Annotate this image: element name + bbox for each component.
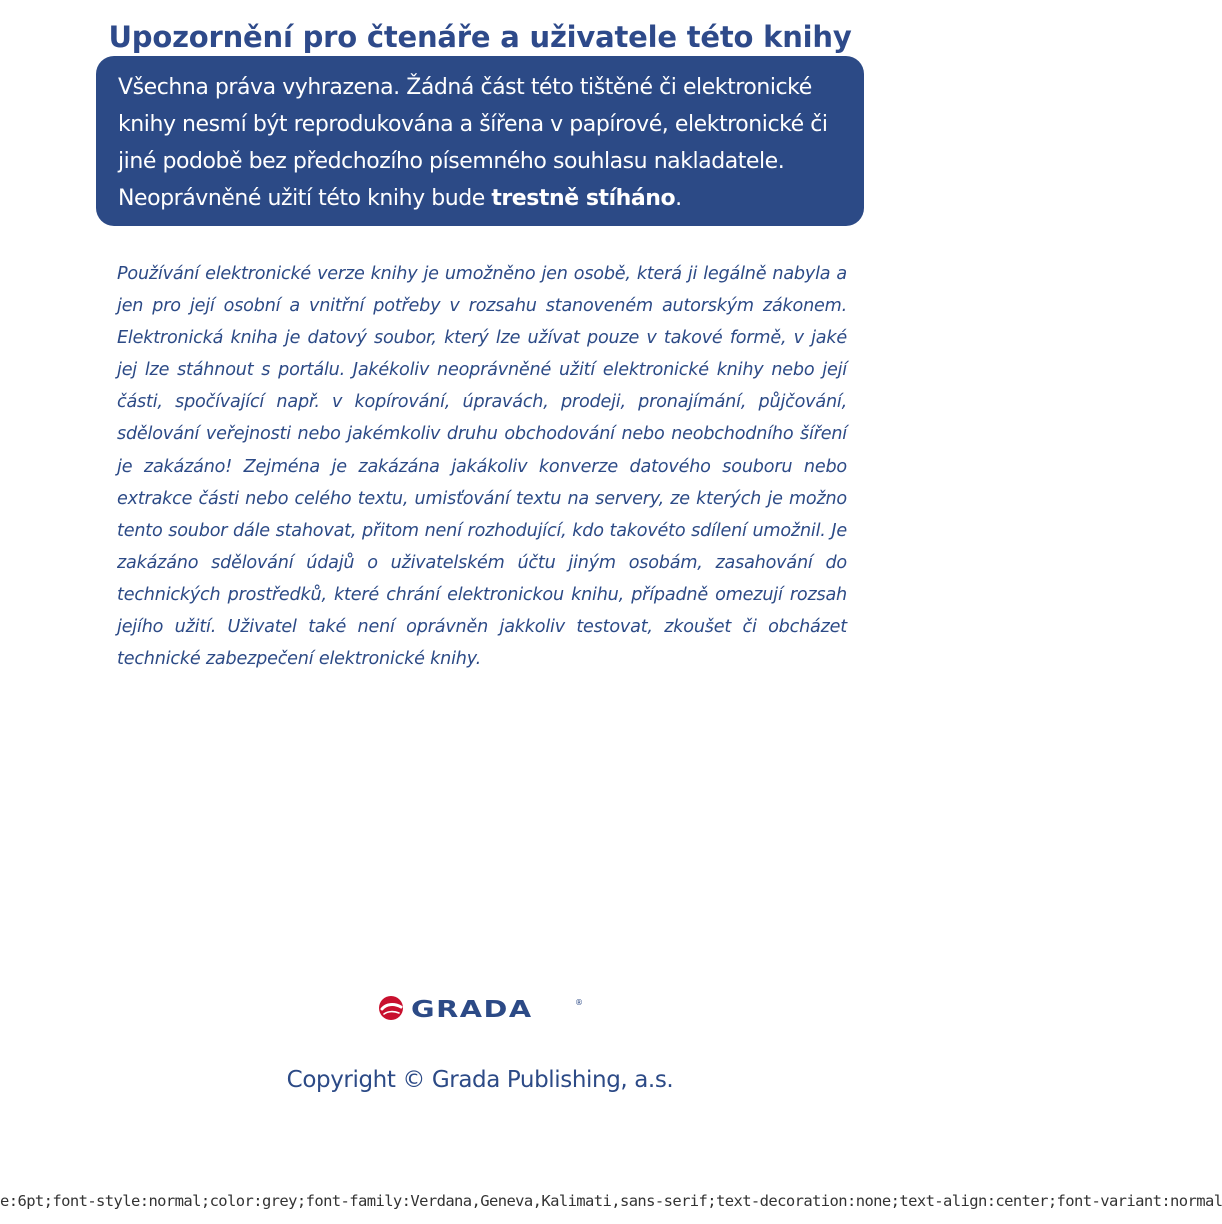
grada-logo [378, 994, 588, 1028]
notice-emphasis: trestně stíháno [491, 186, 676, 211]
copyright-notice-text [118, 69, 846, 217]
grada-swirl-icon [378, 995, 404, 1021]
copyright-line: Copyright © Grada Publishing, a.s. [286, 1067, 674, 1093]
notice-text-start: Všechna práva vyhrazena. Žádná část této tištěné či elektronické knihy nesmí být reprodukována a šířena v papírové, elektronické či jiné podobě bez předchozího písemného souhlasu nakladatele. Neoprávněné užití této knihy bude [118, 75, 828, 211]
stray-css-text: e:6pt;font-style:normal;color:grey;font-family:Verdana,Geneva,Kalimati,sans-serif;text-decoration:none;text-align:center;font-variant:normal [0, 1192, 1222, 1210]
notice-text-end: . [675, 186, 682, 211]
page-title: Upozornění pro čtenáře a uživatele této knihy [108, 20, 852, 55]
copyright-notice-box [96, 56, 864, 226]
registered-mark: ® [575, 998, 583, 1007]
grada-wordmark: GRADA [411, 997, 533, 1023]
usage-terms-paragraph: Používání elektronické verze knihy je umožněno jen osobě, která ji legálně nabyla a jen pro její osobní a vnitřní potřeby v rozsahu stanoveném autorským zákonem. Elektronická kniha je datový soubor, který lze užívat pouze v takové formě, v jaké jej lze stáhnout s portálu. Jakékoliv neoprávněné užití elektronické knihy nebo její části, spočívající např. v kopírování, úpravách, prodeji, pronajímání, půjčování, sdělování veřejnosti nebo jakémkoliv druhu obchodování nebo neobchodního šíření je zakázáno! Zejména je zakázána jakákoliv konverze datového souboru nebo extrakce části nebo celého textu, umisťování textu na servery, ze kterých je možno tento soubor dále stahovat, přitom není rozhodující, kdo takovéto sdílení umožnil. Je zakázáno sdělování údajů o uživatelském účtu jiným osobám, zasahování do technických prostředků, které chrání elektronickou knihu, případně omezují rozsah jejího užití. Uživatel také není oprávněn jakkoliv testovat, zkoušet či obcházet technické zabezpečení elektronické knihy. [117, 264, 847, 670]
